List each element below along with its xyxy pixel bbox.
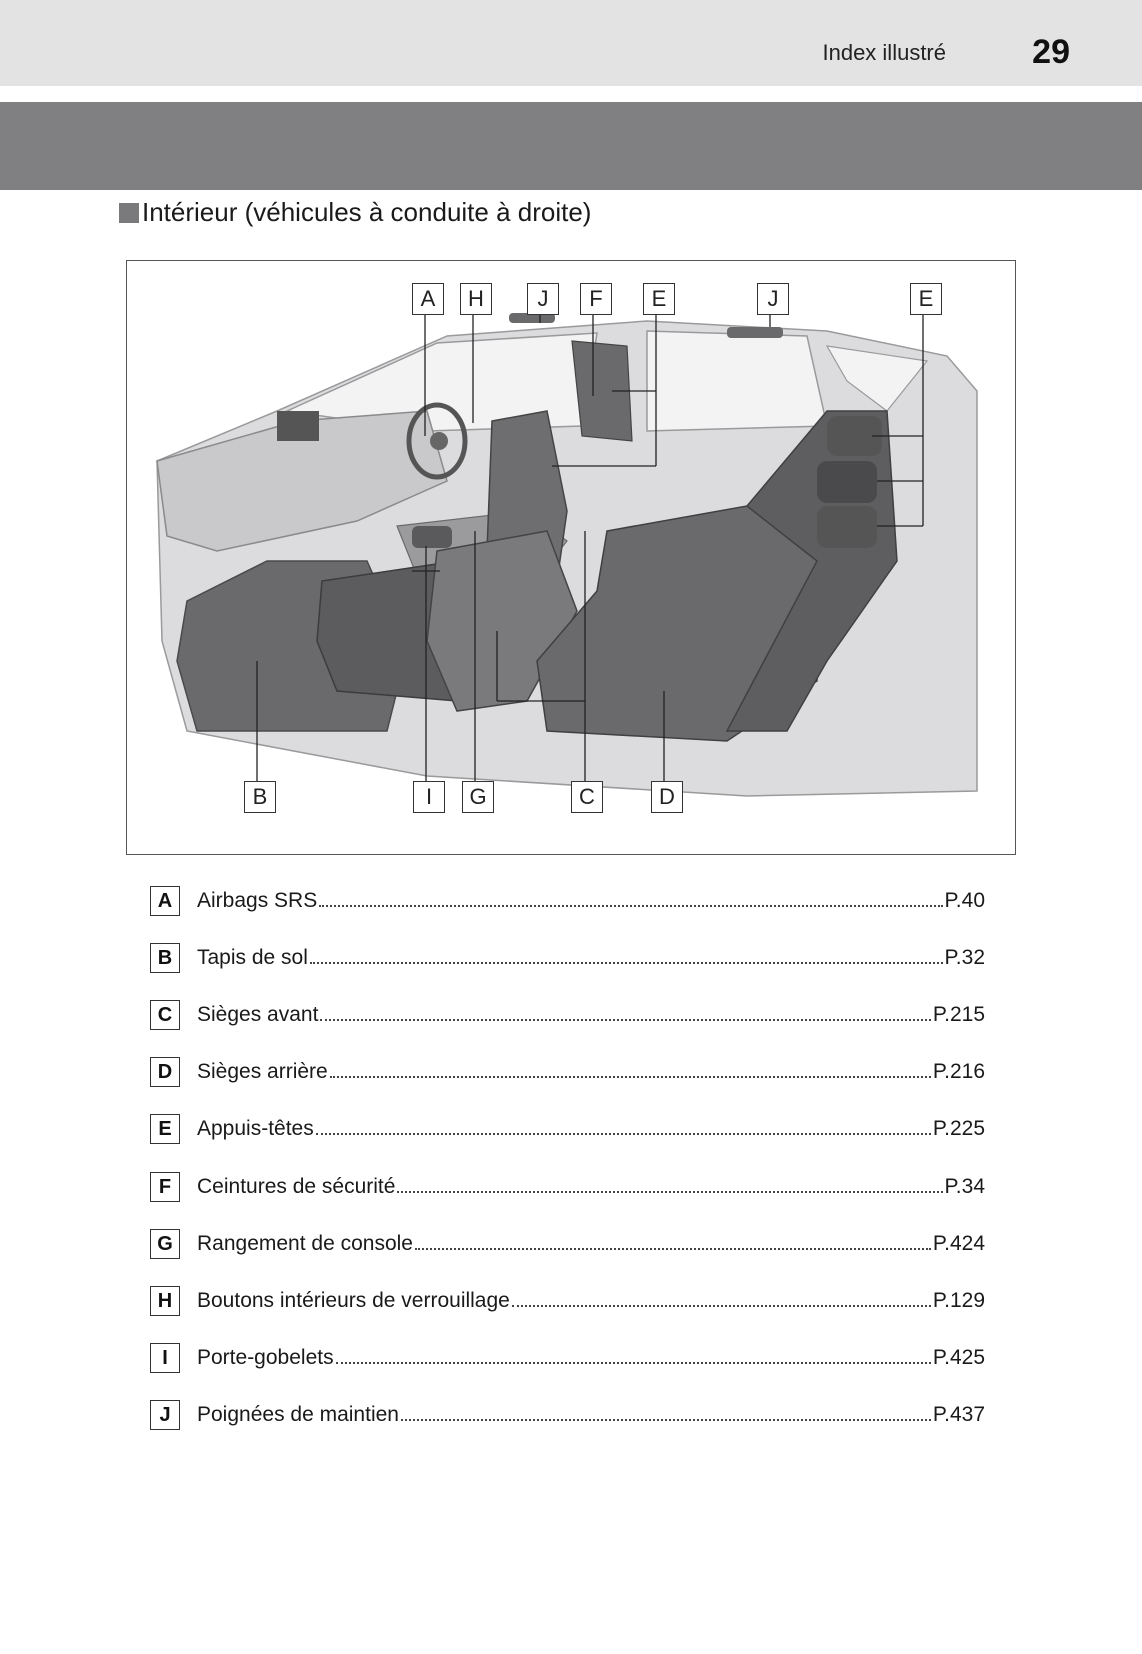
- windshield: [287, 333, 597, 431]
- index-letter: C: [150, 1000, 180, 1030]
- steering-hub: [430, 432, 448, 450]
- callout-g: G: [462, 781, 494, 813]
- cup-holders: [412, 526, 452, 548]
- callout-j-rear: J: [757, 283, 789, 315]
- index-row[interactable]: [150, 1158, 985, 1215]
- section-title: Index illustré: [822, 40, 946, 65]
- index-page-ref[interactable]: P.215: [932, 1002, 985, 1026]
- interior-illustration: [126, 260, 1016, 855]
- index-label: Ceintures de sécurité: [197, 1174, 396, 1198]
- index-letter: A: [150, 886, 180, 916]
- index-letter: E: [150, 1114, 180, 1144]
- leader-dots: [401, 1419, 931, 1421]
- index-page-ref[interactable]: P.40: [944, 888, 985, 912]
- chapter-band: [0, 102, 1142, 190]
- index-letter: H: [150, 1286, 180, 1316]
- index-row[interactable]: [150, 872, 985, 929]
- index-letter: I: [150, 1343, 180, 1373]
- interior-heading: [119, 197, 591, 228]
- header-band: [0, 0, 1142, 86]
- page-number: 29: [1032, 33, 1070, 71]
- callout-e-rear: E: [910, 283, 942, 315]
- index-page-ref[interactable]: P.424: [932, 1231, 985, 1255]
- index-row[interactable]: [150, 986, 985, 1043]
- callout-i: I: [413, 781, 445, 813]
- callout-h: H: [460, 283, 492, 315]
- callout-j: J: [527, 283, 559, 315]
- index-label: Boutons intérieurs de verrouillage: [197, 1288, 510, 1312]
- leader-dots: [310, 962, 943, 964]
- index-label: Airbags SRS: [197, 888, 318, 912]
- side-window: [647, 331, 827, 431]
- index-page-ref[interactable]: P.216: [932, 1060, 985, 1084]
- callout-f: F: [580, 283, 612, 315]
- index-label: Appuis-têtes: [197, 1117, 314, 1141]
- index-page-ref[interactable]: P.129: [932, 1288, 985, 1312]
- headrest-3: [817, 506, 877, 548]
- car-interior-drawing: [127, 261, 1015, 854]
- index-row[interactable]: [150, 1101, 985, 1158]
- index-letter: B: [150, 943, 180, 973]
- callout-d: D: [651, 781, 683, 813]
- index-row[interactable]: [150, 1387, 985, 1444]
- index-letter: D: [150, 1057, 180, 1087]
- square-bullet-icon: [119, 203, 139, 223]
- index-letter: J: [150, 1400, 180, 1430]
- leader-dots: [319, 905, 942, 907]
- index-page-ref[interactable]: P.437: [932, 1403, 985, 1427]
- index-label: Rangement de console: [197, 1231, 413, 1255]
- heading-text: Intérieur (véhicules à conduite à droite): [142, 197, 592, 227]
- index-label: Porte-gobelets: [197, 1346, 334, 1370]
- index-letter: G: [150, 1229, 180, 1259]
- grab-handle-2: [727, 327, 783, 338]
- leader-dots: [320, 1019, 930, 1021]
- index-label: Poignées de maintien: [197, 1403, 399, 1427]
- leader-dots: [415, 1248, 931, 1250]
- index-page-ref[interactable]: P.225: [932, 1117, 985, 1141]
- leader-dots: [512, 1305, 931, 1307]
- index-row[interactable]: [150, 929, 985, 986]
- index-row[interactable]: [150, 1330, 985, 1387]
- index-label: Sièges avant: [197, 1002, 319, 1026]
- index-list: [150, 872, 985, 1444]
- index-row[interactable]: [150, 1272, 985, 1329]
- index-row[interactable]: [150, 1215, 985, 1272]
- callout-a: A: [412, 283, 444, 315]
- center-display: [277, 411, 319, 441]
- index-page-ref[interactable]: P.34: [944, 1174, 985, 1198]
- index-letter: F: [150, 1172, 180, 1202]
- callout-c: C: [571, 781, 603, 813]
- index-row[interactable]: [150, 1044, 985, 1101]
- leader-dots: [397, 1191, 942, 1193]
- index-page-ref[interactable]: P.32: [944, 945, 985, 969]
- leader-dots: [330, 1076, 931, 1078]
- index-label: Tapis de sol: [197, 945, 308, 969]
- index-page-ref[interactable]: P.425: [932, 1346, 985, 1370]
- callout-e: E: [643, 283, 675, 315]
- leader-dots: [336, 1362, 931, 1364]
- index-label: Sièges arrière: [197, 1060, 328, 1084]
- callout-b: B: [244, 781, 276, 813]
- headrest-2: [817, 461, 877, 503]
- leader-dots: [316, 1133, 931, 1135]
